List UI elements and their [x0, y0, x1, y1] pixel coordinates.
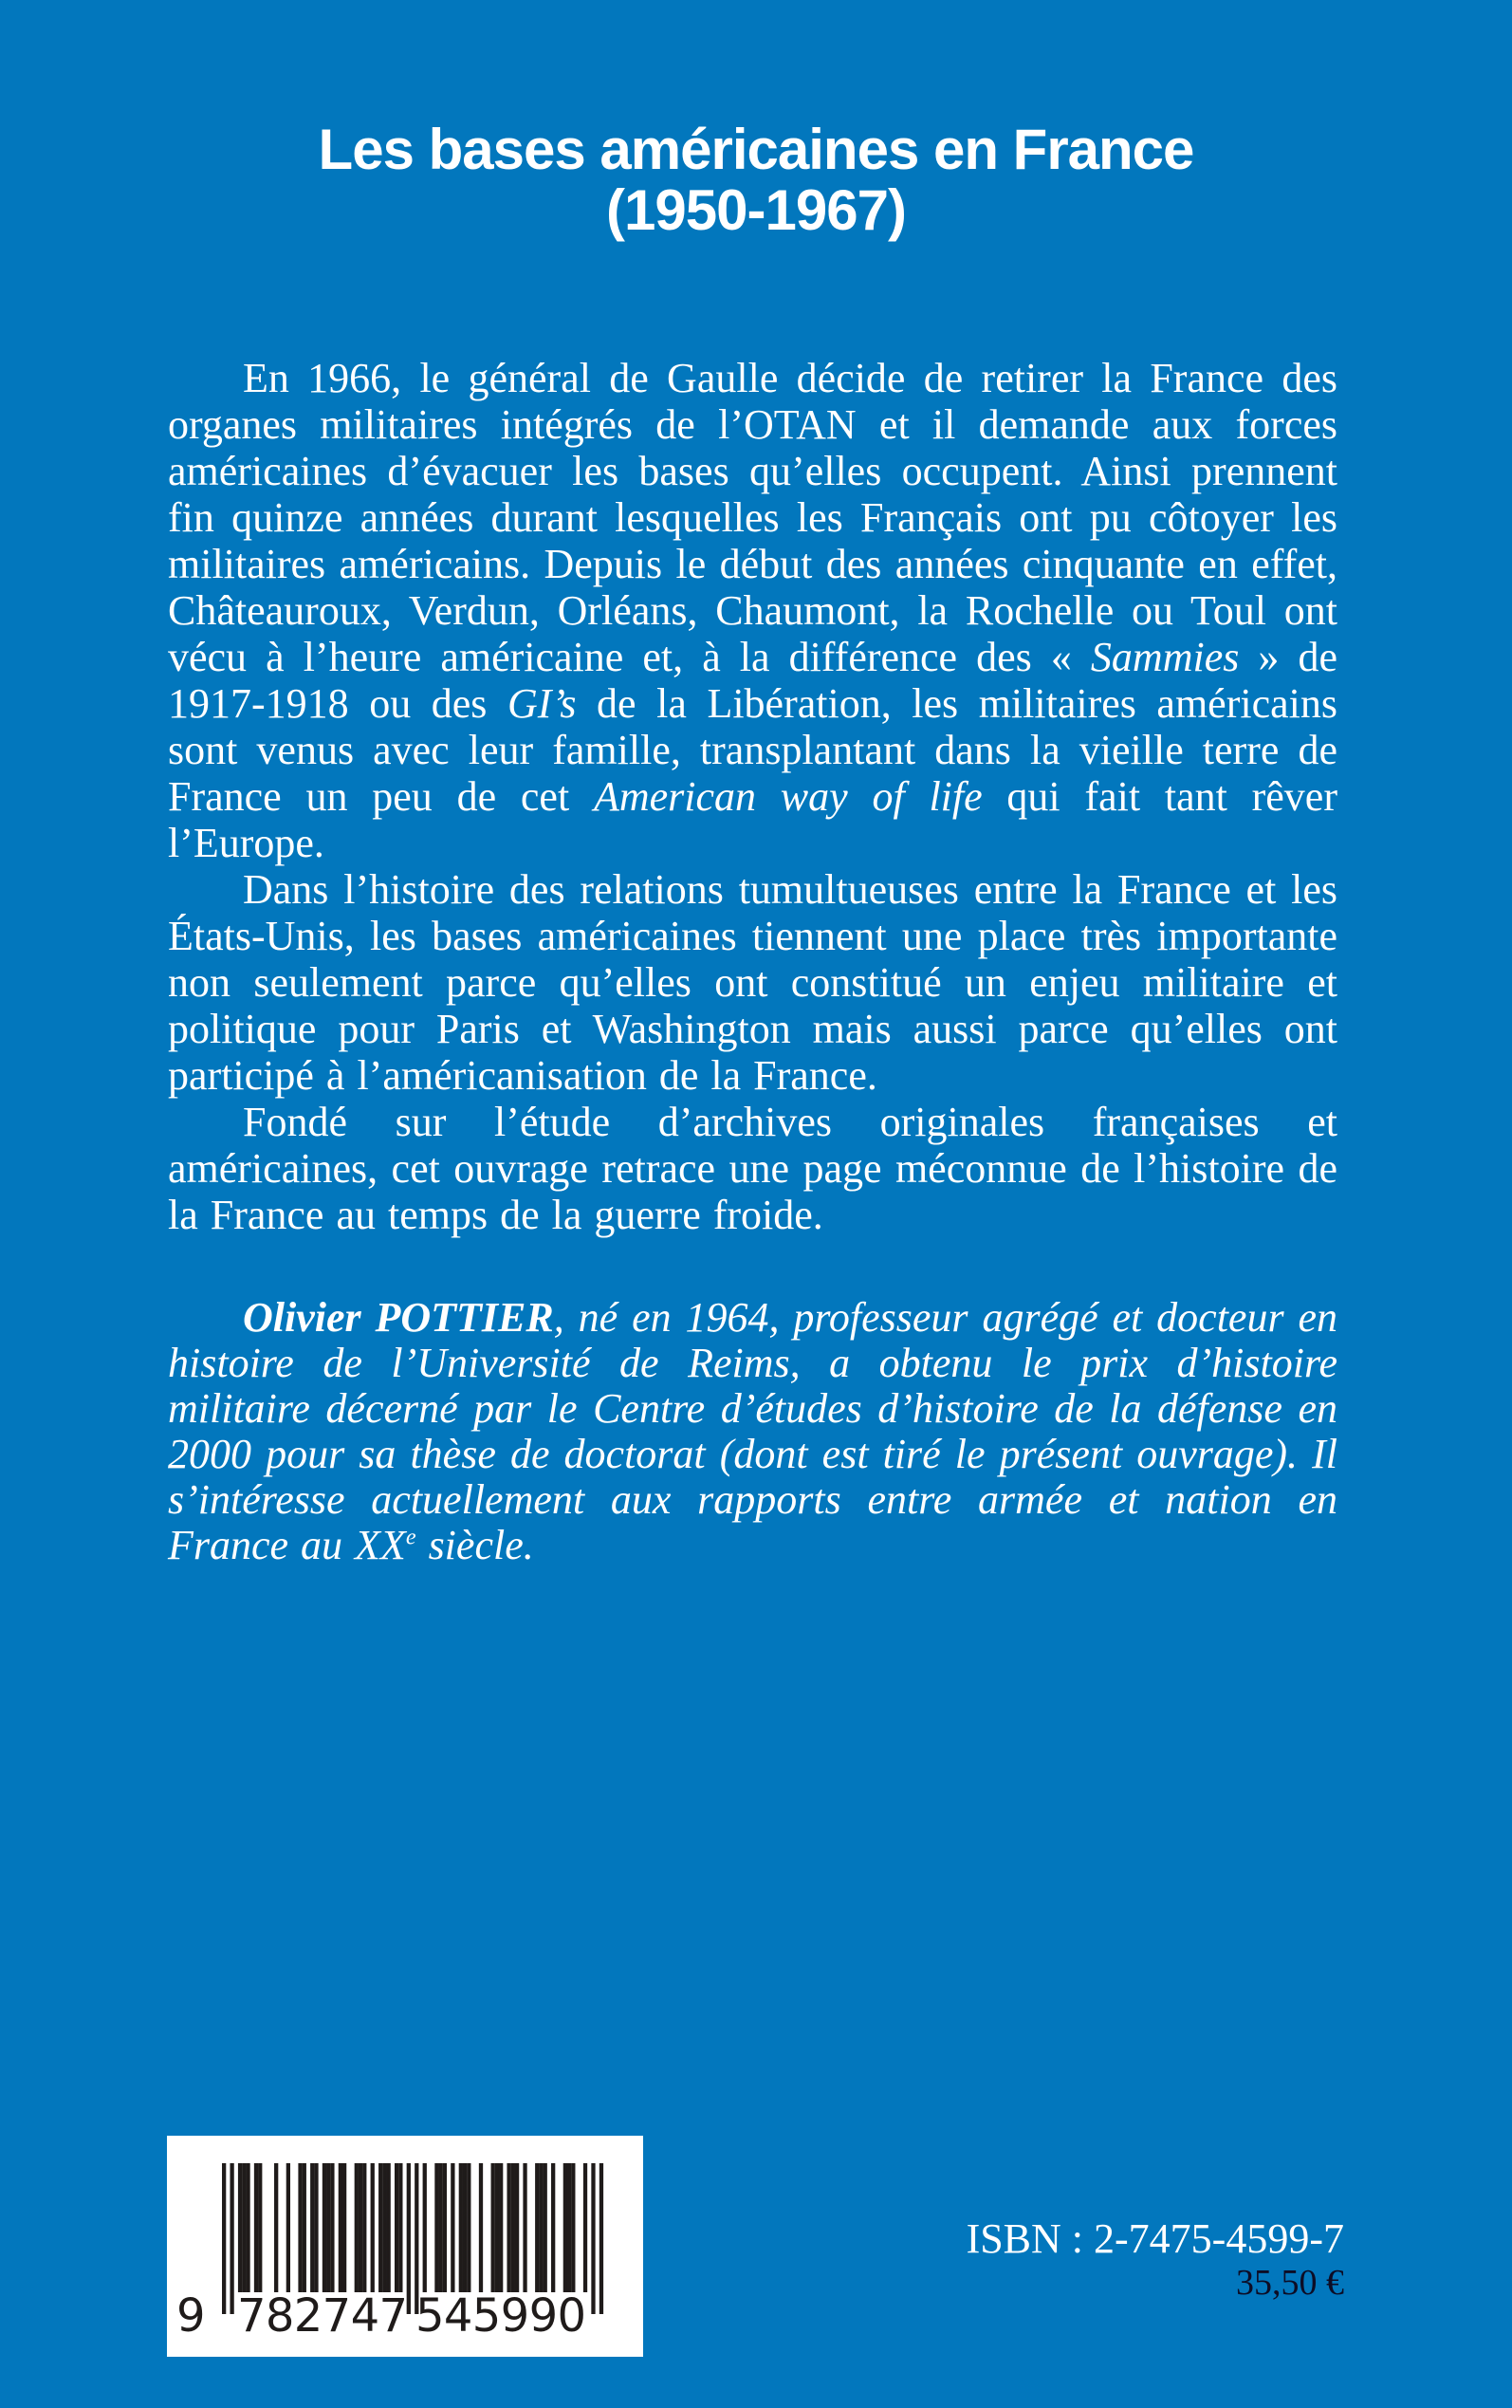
- svg-text:545990: 545990: [415, 2289, 586, 2343]
- book-title-line1: Les bases américaines en France: [318, 118, 1194, 181]
- author-bio: Olivier POTTIER, né en 1964, professeur agrégé et docteur en histoire de l’Université de Reims, a obtenu le prix d’histoire militaire décerné par le Centre d’études d’histoire de la défense en 2000 pour sa thèse de doctorat (dont est tiré le présent ouvrage). Il s’intéresse actuellement aux rapports entre armée et nation en France au XXe siècle.: [168, 1294, 1338, 1568]
- synopsis-block: [168, 355, 1337, 1568]
- synopsis-paragraph-2: Dans l’histoire des relations tumultueuses entre la France et les États-Unis, les bases américaines tiennent une place très importante non seulement parce qu’elles ont constitué un enjeu militaire et politique pour Paris et Washington mais aussi parce qu’elles ont participé à l’américanisation de la France.: [168, 866, 1337, 1099]
- barcode-panel: [167, 2136, 643, 2357]
- isbn-label: ISBN : 2-7475-4599-7: [966, 2215, 1344, 2262]
- svg-text:9: 9: [176, 2289, 206, 2343]
- ean13-barcode: [167, 2136, 643, 2357]
- price-label: 35,50 €: [1236, 2263, 1344, 2303]
- book-title-line2: (1950-1967): [606, 178, 906, 242]
- synopsis-paragraph-1: En 1966, le général de Gaulle décide de retirer la France des organes militaires intégrés de l’OTAN et il demande aux forces américaines d’évacuer les bases qu’elles occupent. Ainsi prennent fin quinze années durant lesquelles les Français ont pu côtoyer les militaires américains. Depuis le début des années cinquante en effet, Châteauroux, Verdun, Orléans, Chaumont, la Rochelle ou Toul ont vécu à l’heure américaine et, à la différence des « Sammies » de 1917-1918 ou des GI’s de la Libération, les militaires américains sont venus avec leur famille, transplantant dans la vieille terre de France un peu de cet American way of life qui fait tant rêver l’Europe.: [168, 355, 1338, 866]
- book-title: [0, 120, 1512, 241]
- synopsis-paragraph-3: Fondé sur l’étude d’archives originales françaises et américaines, cet ouvrage retrace une page méconnue de l’histoire de la France au temps de la guerre froide.: [168, 1099, 1337, 1238]
- svg-text:782747: 782747: [237, 2289, 408, 2343]
